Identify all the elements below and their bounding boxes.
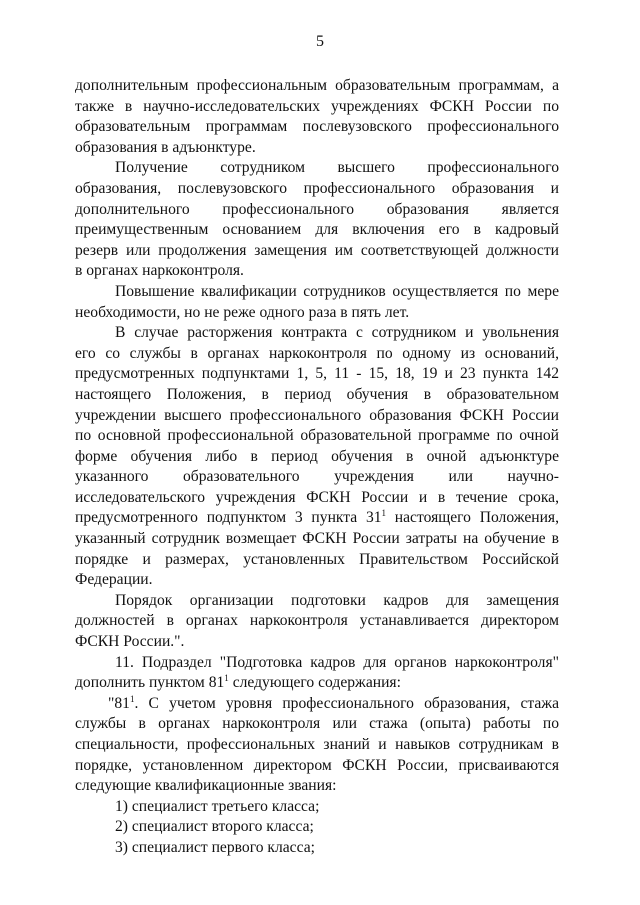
text-line: Федерации. <box>75 571 153 589</box>
text-line: Повышение квалификации сотрудников осуществляется по мере <box>115 282 559 300</box>
text-line: 3) специалист первого класса; <box>115 838 315 856</box>
text-segment: следующего содержания: <box>228 674 401 692</box>
page-number: 5 <box>316 33 324 50</box>
text-line: преимущественным основанием для включения его в кадровый <box>75 221 559 239</box>
text-line: 11. Подраздел "Подготовка кадров для органов наркоконтроля" <box>115 653 559 671</box>
text-line: порядке и размерах, установленных Правительством Российской <box>75 550 559 568</box>
text-segment: предусмотренного подпунктом 3 пункта 31 <box>75 509 382 527</box>
text-segment: "81 <box>108 694 130 712</box>
text-line: образовательным программам послевузовского профессионального <box>75 118 559 136</box>
text-line: образования в адъюнктуре. <box>75 138 256 156</box>
text-line: Порядок организации подготовки кадров для замещения <box>115 591 559 609</box>
text-line: указанного образовательного учреждения или научно- <box>75 468 559 486</box>
text-line: учреждении высшего профессионального образования ФСКН России <box>75 406 559 424</box>
text-line: настоящего Положения, в период обучения в образовательном <box>75 385 559 403</box>
text-segment: . С учетом уровня профессионального образования, стажа <box>134 694 559 712</box>
text-line <box>75 508 559 529</box>
text-line: Получение сотрудником высшего профессионального <box>115 159 559 177</box>
text-line: исследовательского учреждения ФСКН России и в течение срока, <box>75 488 559 506</box>
text-line: должностей в органах наркоконтроля устанавливается директором <box>75 612 559 630</box>
text-segment: настоящего Положения, <box>386 509 560 527</box>
text-line: В случае расторжения контракта с сотрудником и увольнения <box>115 324 559 342</box>
text-line: 2) специалист второго класса; <box>115 818 314 836</box>
text-line: 1) специалист третьего класса; <box>115 797 320 815</box>
text-line: резерв или продолжения замещения им соответствующей должности <box>75 241 559 259</box>
superscript: 1 <box>381 508 387 519</box>
text-line: предусмотренных подпунктами 1, 5, 11 - 15, 18, 19 и 23 пункта 142 <box>75 365 559 383</box>
text-line: дополнительного профессионального образования является <box>75 200 559 218</box>
text-line: указанный сотрудник возмещает ФСКН России затраты на обучение в <box>75 530 559 548</box>
superscript: 1 <box>129 693 135 704</box>
text-line: его со службы в органах наркоконтроля по одному из оснований, <box>75 344 559 362</box>
text-line: также в научно-исследовательских учреждениях ФСКН России по <box>75 97 559 115</box>
text-line: порядке, установленном директором ФСКН России, присваиваются <box>75 756 559 774</box>
text-line: ФСКН России.". <box>75 633 185 651</box>
text-line <box>75 673 559 694</box>
text-line <box>75 694 559 715</box>
text-line: специальности, профессиональных знаний и навыков сотрудникам в <box>75 736 559 753</box>
text-line: в органах наркоконтроля. <box>75 262 244 280</box>
text-line: образования, послевузовского профессионального образования и <box>75 179 559 197</box>
text-line: по основной профессиональной образовательной программе по очной <box>75 427 559 445</box>
superscript: 1 <box>224 673 229 684</box>
text-line: форме обучения либо в период обучения в очной адъюнктуре <box>75 447 559 465</box>
text-line: следующие квалификационные звания: <box>75 777 337 795</box>
text-segment: дополнить пунктом 81 <box>75 674 225 692</box>
document-body <box>75 76 559 859</box>
text-line: необходимости, но не реже одного раза в пять лет. <box>75 303 410 321</box>
text-line: службы в органах наркоконтроля или стажа (опыта) работы по <box>75 715 559 733</box>
text-line: дополнительным профессиональным образовательным программам, а <box>75 77 559 94</box>
